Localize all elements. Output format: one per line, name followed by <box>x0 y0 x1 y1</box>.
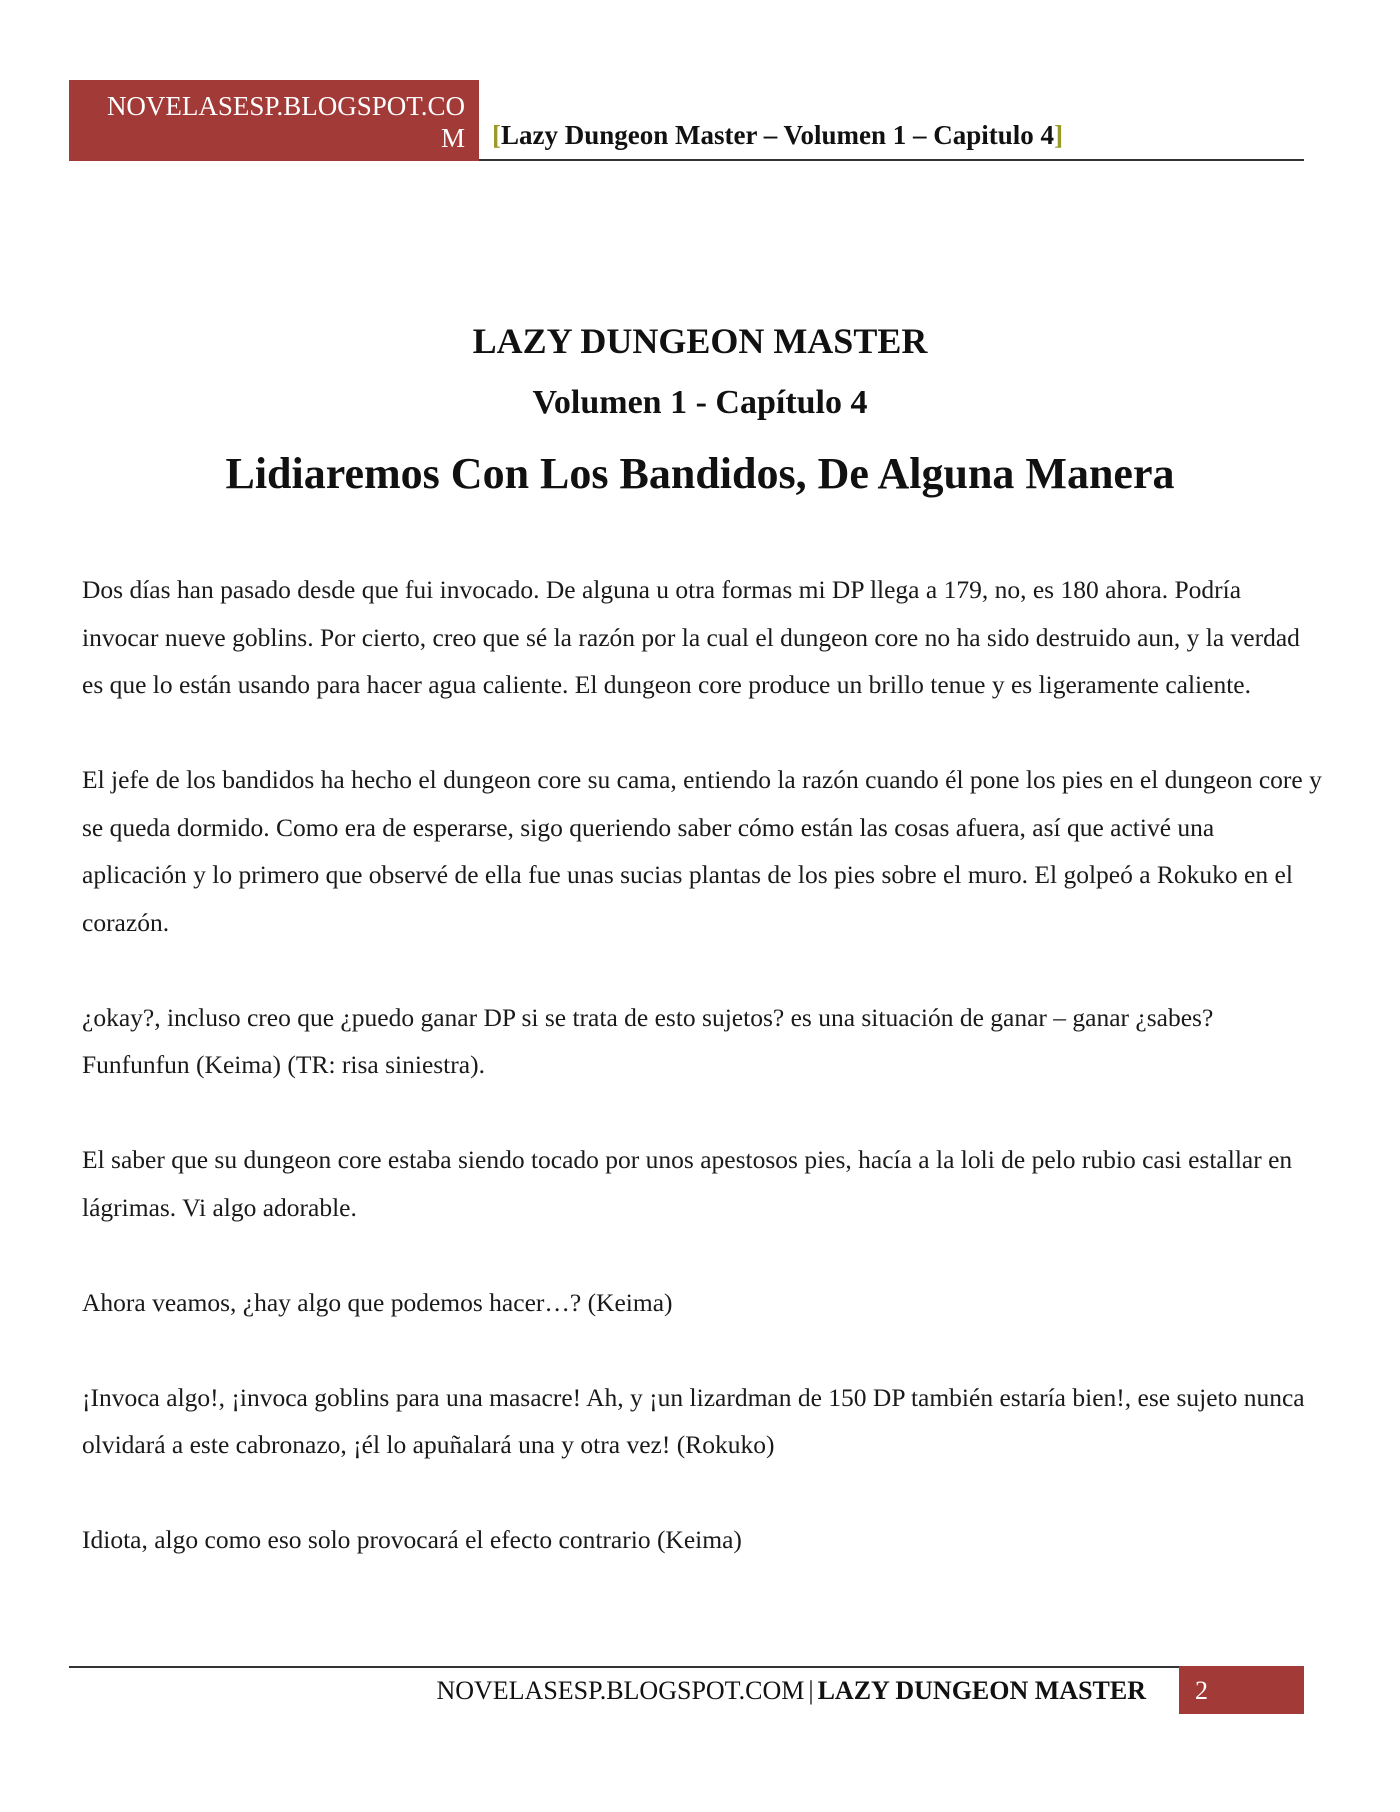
paragraph: Ahora veamos, ¿hay algo que podemos hacer…? (Keima) <box>82 1287 673 1317</box>
chapter-title: Lidiaremos Con Los Bandidos, De Alguna Manera <box>225 449 1175 498</box>
paragraph: El jefe de los bandidos ha hecho el dungeon core su cama, entiendo la razón cuando él pone los pies en el dungeon core y se queda dormido. Como era de esperarse, sigo queriendo saber cómo están las cosas afuera, así que activé una aplicación y lo primero que observé de ella fue unas sucias plantas de los pies sobre el muro. El golpeó a Rokuko en el corazón. <box>82 765 1322 937</box>
header-title <box>492 120 1063 151</box>
volume-title: Volumen 1 - Capítulo 4 <box>532 384 868 421</box>
paragraph: ¿okay?, incluso creo que ¿puedo ganar DP si se trata de esto sujetos? es una situación de ganar – ganar ¿sabes? Funfunfun (Keima) (TR: risa siniestra). <box>82 1002 1214 1079</box>
header-site-badge <box>69 80 479 161</box>
body-text <box>82 566 1322 1611</box>
paragraph: El saber que su dungeon core estaba siendo tocado por unos apestosos pies, hacía a la loli de pelo rubio casi estallar en lágrimas. Vi algo adorable. <box>82 1145 1293 1222</box>
page-number: 2 <box>1195 1676 1208 1705</box>
footer-divider <box>69 1666 1179 1668</box>
header-bracket-close: ] <box>1054 120 1064 150</box>
header-bracket-open: [ <box>492 120 501 150</box>
paragraph: Idiota, algo como eso solo provocará el efecto contrario (Keima) <box>82 1525 742 1554</box>
footer-text <box>436 1676 1146 1706</box>
paragraph: Dos días han pasado desde que fui invocado. De alguna u otra formas mi DP llega a 179, no, es 180 ahora. Podría invocar nueve goblins. Por cierto, creo que sé la razón por la cual el dungeon core no ha sido destruido aun, y la verdad es que lo están usando para hacer agua caliente. El dungeon core produce un brillo tenue y es ligeramente caliente. <box>82 575 1300 699</box>
series-title: LAZY DUNGEON MASTER <box>472 321 928 361</box>
header-divider <box>479 159 1304 161</box>
paragraph: ¡Invoca algo!, ¡invoca goblins para una masacre! Ah, y ¡un lizardman de 150 DP también estaría bien!, ese sujeto nunca olvidará a este cabronazo, ¡él lo apuñalará una y otra vez! (Rokuko) <box>82 1382 1305 1459</box>
header-site-text: NOVELASESP.BLOGSPOT.COM <box>106 91 465 153</box>
footer-site: NOVELASESP.BLOGSPOT.COM <box>436 1676 805 1705</box>
header-title-text: Lazy Dungeon Master – Volumen 1 – Capitulo 4 <box>501 120 1055 150</box>
footer-separator: | <box>808 1676 814 1705</box>
page-number-badge <box>1179 1666 1304 1714</box>
footer-series: LAZY DUNGEON MASTER <box>817 1676 1146 1705</box>
